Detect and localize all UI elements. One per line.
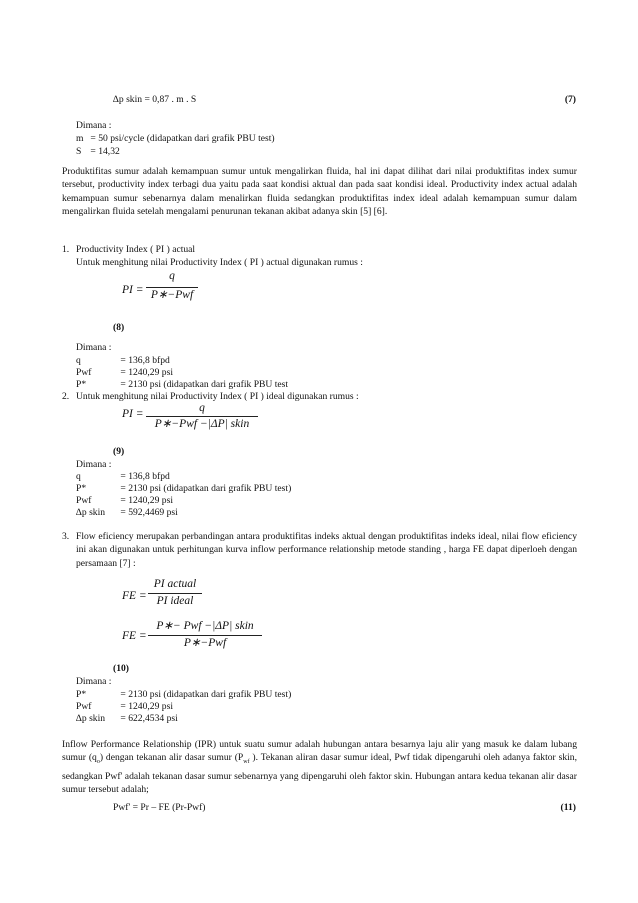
- numerator: PI actual: [153, 578, 197, 590]
- formula-lhs: PI =: [122, 408, 144, 420]
- definition-key: P*: [76, 379, 87, 390]
- definition-value: = 1240,29 psi: [120, 495, 173, 506]
- item-text: Flow eficiency merupakan perbandingan antara produktifitas indeks aktual dengan produktifitas indeks ideal, nilai flow eficiency ini akan digunakan untuk perhitungan kurva inflow performance relationship metode standing , harga FE dapat diperloeh dengan persamaan [7] :: [76, 531, 577, 569]
- subscript-o: o: [96, 759, 100, 766]
- ipr-text-b: ) dengan tekanan alir dasar sumur (P: [99, 752, 244, 764]
- ipr-text-a: Inflow Performance Relationship (IPR) untuk suatu sumur adalah hubungan antara besarnya laju alir yang masuk ke dalam lubang sumur (q: [62, 739, 577, 764]
- definition-key: P*: [76, 483, 87, 494]
- definition-key: S: [76, 146, 82, 157]
- equation-8-number: (8): [113, 322, 125, 333]
- item-title: Productivity Index ( PI ) actual: [76, 244, 196, 255]
- fraction-bar: [148, 635, 262, 636]
- definition-key: Pwf: [76, 701, 92, 712]
- fraction-bar: [146, 416, 258, 417]
- paragraph-productivity: Produktifitas sumur adalah kemampuan sumur untuk mengalirkan fluida, hal ini dapat dilihat dari nilai produktifitas index sumur tersebut, productivity index terbagi dua yaitu pada saat kondisi aktual dan pada saat kondisi ideal. Productivity index actual adalah kemampuan sumur sebenarnya dalam menalirkan fluida sedangkan produktifitas index ideal adalah kemampuan sumur dalam mengalirkan fluida setelah mengalami penurunan tekanan akibat adanya skin [5] [6].: [62, 166, 577, 218]
- denominator: PI ideal: [156, 595, 194, 607]
- where-label: Dimana :: [76, 676, 112, 687]
- definition-key: Pwf: [76, 367, 92, 378]
- subscript-wf: wf: [243, 759, 250, 766]
- formula-lhs: PI =: [122, 284, 144, 296]
- list-marker: 1.: [62, 244, 70, 255]
- item-intro: Untuk menghitung nilai Productivity Index ( PI ) ideal digunakan rumus :: [76, 391, 359, 402]
- definition-value: = 2130 psi (didapatkan dari grafik PBU test): [120, 483, 292, 494]
- numerator: q: [169, 270, 175, 282]
- definition-key: ∆p skin: [76, 507, 106, 518]
- definition-value: = 50 psi/cycle (didapatkan dari grafik PBU test): [90, 133, 275, 144]
- equation-9-number: (9): [113, 446, 125, 457]
- definition-value: = 1240,29 psi: [120, 367, 173, 378]
- definition-value: = 2130 psi (didapatkan dari grafik PBU test: [120, 379, 289, 390]
- formula-lhs: FE =: [122, 590, 147, 602]
- definition-row: [76, 506, 178, 519]
- fraction-bar: [148, 593, 202, 594]
- definition-row: [76, 145, 120, 158]
- denominator: P∗−Pwf: [150, 289, 194, 301]
- definition-value: = 2130 psi (didapatkan dari grafik PBU test): [120, 689, 292, 700]
- equation-11: Pwf' = Pr – FE (Pr-Pwf): [113, 802, 206, 813]
- paragraph-ipr: [62, 738, 577, 797]
- definition-value: = 622,4534 psi: [120, 713, 178, 724]
- where-label: Dimana :: [76, 342, 112, 353]
- fraction-bar: [146, 287, 198, 288]
- definition-key: q: [76, 355, 81, 366]
- list-marker: 2.: [62, 391, 70, 402]
- definition-value: = 592,4469 psi: [120, 507, 178, 518]
- denominator: P∗−Pwf −|ΔP| skin: [154, 418, 250, 430]
- denominator: P∗−Pwf: [183, 637, 227, 649]
- numerator: q: [199, 402, 205, 414]
- where-label: Dimana :: [76, 120, 112, 131]
- definition-key: ∆p skin: [76, 713, 106, 724]
- definition-row: [76, 132, 275, 145]
- numerator: P∗− Pwf −|ΔP| skin: [156, 620, 254, 632]
- definition-key: Pwf: [76, 495, 92, 506]
- equation-7: ∆p skin = 0,87 . m . S: [113, 94, 197, 105]
- formula-lhs: FE =: [122, 630, 147, 642]
- definition-value: = 136,8 bfpd: [120, 355, 170, 366]
- list-marker: 3.: [62, 531, 70, 542]
- definition-value: = 1240,29 psi: [120, 701, 173, 712]
- definition-key: P*: [76, 689, 87, 700]
- definition-value: = 136,8 bfpd: [120, 471, 170, 482]
- equation-7-number: (7): [564, 94, 576, 105]
- definition-value: = 14,32: [90, 146, 120, 157]
- equation-11-number: (11): [560, 802, 576, 813]
- ipr-text-c: ). Tekanan aliran dasar sumur ideal, Pwf tidak dipengaruhi oleh adanya faktor skin, sedangkan Pwf' adalah tekanan dasar sumur sebenarnya yang dipengaruhi oleh faktor skin. Hubungan antara kedua tekanan alir dasar sumur tersebut adalah;: [62, 752, 577, 796]
- definition-key: m: [76, 133, 84, 144]
- equation-10-number: (10): [113, 663, 129, 674]
- item-intro: Untuk menghitung nilai Productivity Index ( PI ) actual digunakan rumus :: [76, 257, 363, 268]
- definition-key: q: [76, 471, 81, 482]
- where-label: Dimana :: [76, 459, 112, 470]
- definition-row: [76, 712, 178, 725]
